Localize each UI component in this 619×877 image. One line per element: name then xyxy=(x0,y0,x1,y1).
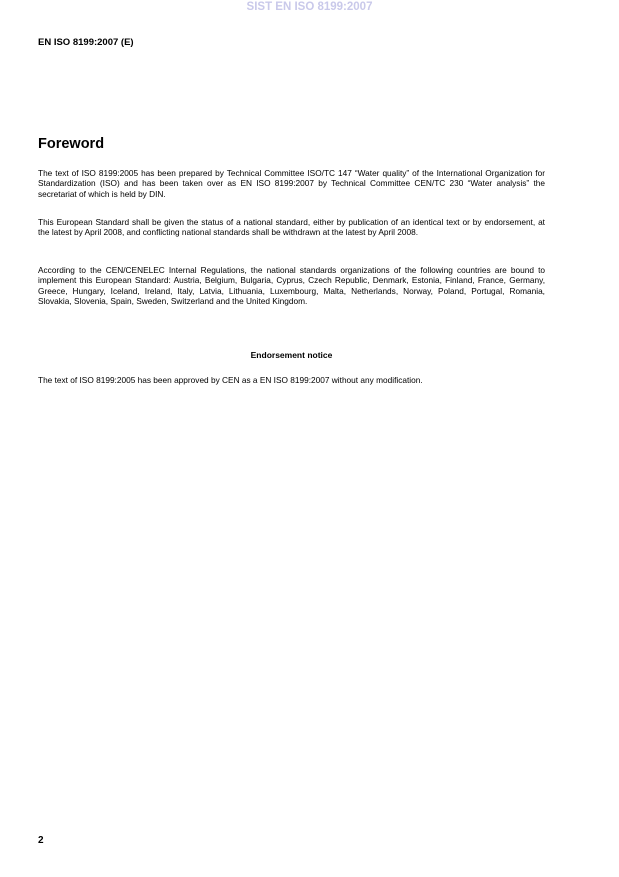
foreword-title: Foreword xyxy=(38,136,105,152)
foreword-paragraph-3: According to the CEN/CENELEC Internal Regulations, the national standards organizations of the following countries are bound to implement this European Standard: Austria, Belgium, Bulgaria, Cyprus, Czech Republic, Denmark, Estonia, Finland, France, Germany, Greece, Hungary, Iceland, Ireland, Italy, Latvia, Lithuania, Luxembourg, Malta, Netherlands, Norway, Poland, Portugal, Romania, Slovakia, Slovenia, Spain, Sweden, Switzerland and the United Kingdom. xyxy=(38,265,545,306)
page-number: 2 xyxy=(38,835,44,846)
document-id-header: EN ISO 8199:2007 (E) xyxy=(38,37,134,48)
endorsement-notice-text: The text of ISO 8199:2005 has been approved by CEN as a EN ISO 8199:2007 without any modification. xyxy=(38,375,423,385)
endorsement-notice-title: Endorsement notice xyxy=(250,350,333,360)
foreword-paragraph-1: The text of ISO 8199:2005 has been prepared by Technical Committee ISO/TC 147 “Water quality” of the International Organization for Standardization (ISO) and has been taken over as EN ISO 8199:2007 by Technical Committee CEN/TC 230 “Water analysis” the secretariat of which is held by DIN. xyxy=(38,168,545,199)
watermark: SIST EN ISO 8199:2007 xyxy=(246,1,373,13)
foreword-paragraph-2: This European Standard shall be given the status of a national standard, either by publication of an identical text or by endorsement, at the latest by April 2008, and conflicting national standards shall be withdrawn at the latest by April 2008. xyxy=(38,217,545,238)
